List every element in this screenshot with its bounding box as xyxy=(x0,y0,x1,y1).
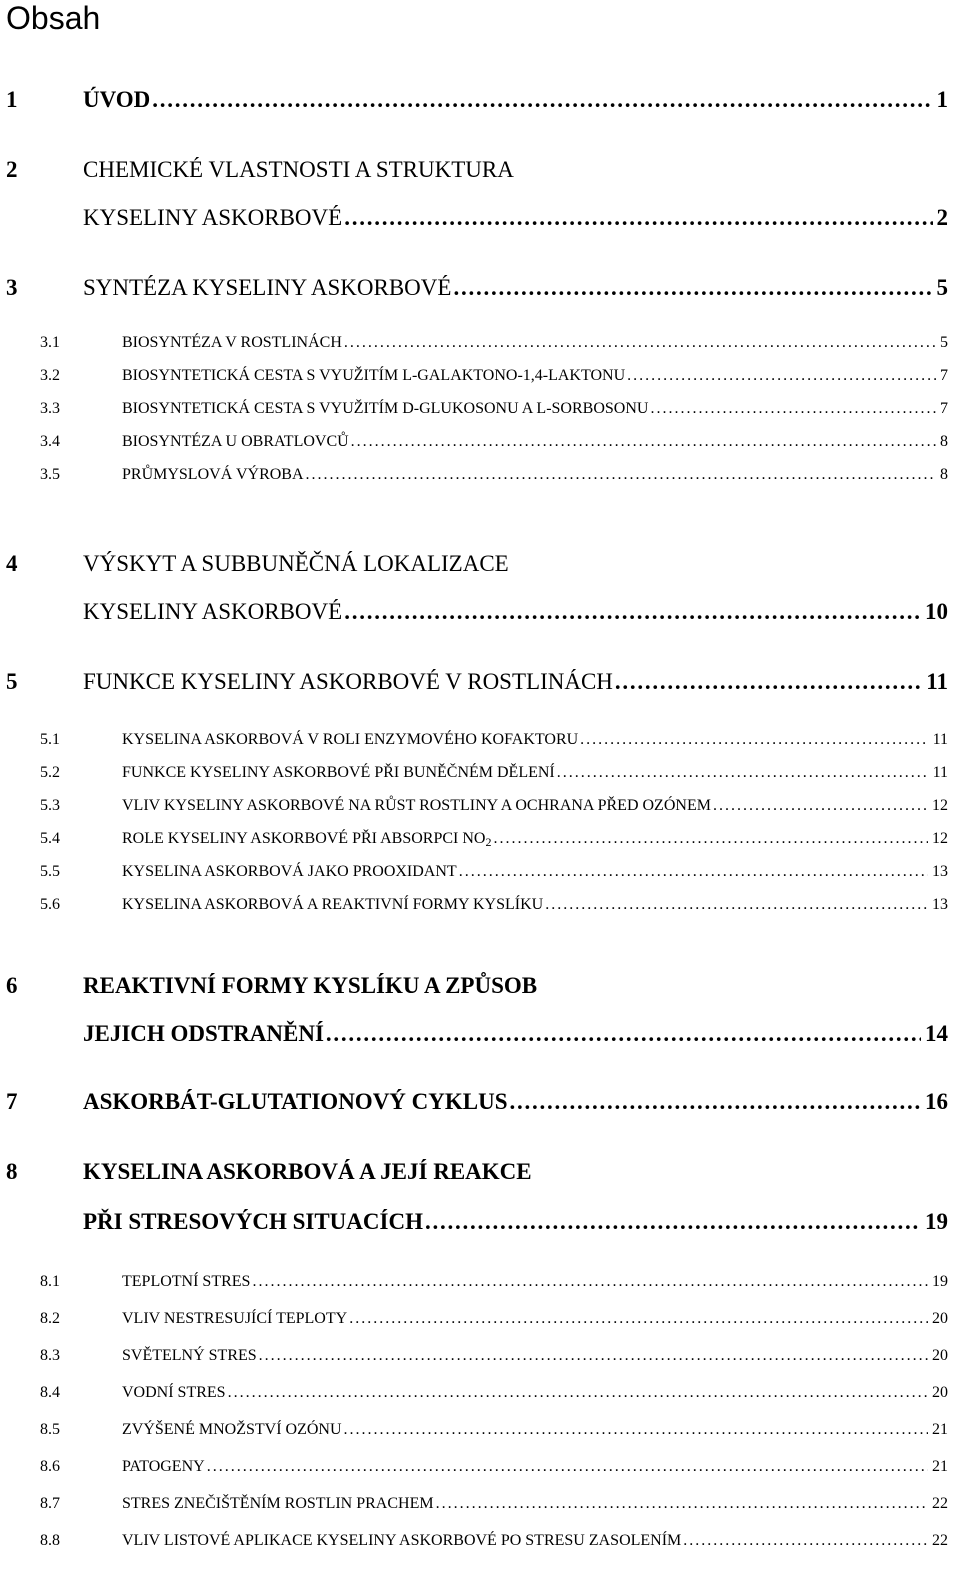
toc-title: VLIV NESTRESUJÍCÍ TEPLOTY xyxy=(122,1308,348,1330)
toc-leader-dots xyxy=(627,365,936,387)
toc-number: 5.5 xyxy=(40,863,60,880)
toc-title: SVĚTELNÝ STRES xyxy=(122,1345,258,1367)
toc-title: ZVÝŠENÉ MNOŽSTVÍ OZÓNU xyxy=(122,1419,343,1441)
toc-title: STRES ZNEČIŠTĚNÍM ROSTLIN PRACHEM xyxy=(122,1493,435,1515)
toc-page-number: 19 xyxy=(929,1271,948,1293)
toc-entry-5-3[interactable] xyxy=(0,795,960,825)
toc-title-continued: JEJICH ODSTRANĚNÍ xyxy=(83,1021,324,1046)
toc-page-number: 14 xyxy=(922,1020,948,1048)
toc-title: TEPLOTNÍ STRES xyxy=(122,1271,251,1293)
toc-page-number: 7 xyxy=(937,365,948,387)
toc-leader-dots xyxy=(252,1271,928,1293)
toc-title-continued: PŘI STRESOVÝCH SITUACÍCH xyxy=(83,1209,423,1234)
toc-entry-5[interactable] xyxy=(0,668,960,698)
toc-number: 5.4 xyxy=(40,830,60,847)
toc-page-number: 22 xyxy=(929,1493,948,1515)
toc-leader-dots xyxy=(344,204,932,232)
toc-leader-dots xyxy=(493,828,928,850)
toc-page-number: 12 xyxy=(929,795,948,817)
toc-entry-8-1[interactable] xyxy=(0,1271,960,1301)
toc-title: ASKORBÁT-GLUTATIONOVÝ CYKLUS xyxy=(83,1089,508,1114)
toc-leader-dots xyxy=(351,431,936,453)
toc-page-number: 21 xyxy=(929,1456,948,1478)
toc-leader-dots xyxy=(259,1345,928,1367)
toc-title-continued: KYSELINY ASKORBOVÉ xyxy=(83,599,343,624)
toc-page-number: 16 xyxy=(922,1088,948,1116)
toc-leader-dots xyxy=(228,1382,928,1404)
toc-entry-8-line1[interactable] xyxy=(0,1158,960,1188)
toc-number: 2 xyxy=(6,157,18,182)
toc-number: 5.1 xyxy=(40,731,60,748)
toc-title: REAKTIVNÍ FORMY KYSLÍKU A ZPŮSOB xyxy=(83,973,538,998)
toc-title: BIOSYNTÉZA V ROSTLINÁCH xyxy=(122,332,343,354)
toc-title-text: ROLE KYSELINY ASKORBOVÉ PŘI ABSORPCI NO xyxy=(122,830,486,847)
toc-number: 8.7 xyxy=(40,1495,60,1512)
toc-leader-dots xyxy=(683,1530,928,1552)
toc-entry-8-5[interactable] xyxy=(0,1419,960,1449)
toc-number: 3.5 xyxy=(40,466,60,483)
toc-leader-dots xyxy=(459,861,928,883)
toc-entry-5-4[interactable] xyxy=(0,828,960,858)
toc-page-number: 5 xyxy=(934,274,949,302)
toc-title: BIOSYNTETICKÁ CESTA S VYUŽITÍM L-GALAKTONO-1,4-LAKTONU xyxy=(122,365,626,387)
toc-leader-dots xyxy=(344,1419,928,1441)
page-title: Obsah xyxy=(6,0,101,36)
toc-page-number: 11 xyxy=(930,729,948,751)
toc-page-number: 2 xyxy=(934,204,949,232)
toc-title: PATOGENY xyxy=(122,1456,206,1478)
toc-entry-5-5[interactable] xyxy=(0,861,960,891)
toc-number: 3.1 xyxy=(40,334,60,351)
toc-page-number: 10 xyxy=(922,598,948,626)
toc-leader-dots xyxy=(344,598,921,626)
toc-page-number: 21 xyxy=(929,1419,948,1441)
toc-title: FUNKCE KYSELINY ASKORBOVÉ V ROSTLINÁCH xyxy=(83,669,613,694)
toc-title: KYSELINA ASKORBOVÁ A REAKTIVNÍ FORMY KYSLÍKU xyxy=(122,894,544,916)
toc-title: KYSELINA ASKORBOVÁ V ROLI ENZYMOVÉHO KOFAKTORU xyxy=(122,729,579,751)
toc-leader-dots xyxy=(615,668,922,696)
toc-number: 7 xyxy=(6,1089,18,1114)
toc-entry-3-3[interactable] xyxy=(0,398,960,428)
toc-page-number: 19 xyxy=(922,1208,948,1236)
toc-title: BIOSYNTETICKÁ CESTA S VYUŽITÍM D-GLUKOSONU A L-SORBOSONU xyxy=(122,398,649,420)
toc-leader-dots xyxy=(349,1308,928,1330)
toc-number: 5.2 xyxy=(40,764,60,781)
toc-page-number: 8 xyxy=(937,464,948,486)
toc-page-number: 7 xyxy=(937,398,948,420)
toc-number: 5 xyxy=(6,669,18,694)
toc-leader-dots xyxy=(650,398,936,420)
toc-leader-dots xyxy=(545,894,928,916)
toc-title: VÝSKYT A SUBBUNĚČNÁ LOKALIZACE xyxy=(83,551,509,576)
toc-page-number: 1 xyxy=(934,86,949,114)
toc-number: 3.3 xyxy=(40,400,60,417)
toc-number: 8.1 xyxy=(40,1273,60,1290)
toc-number: 5.6 xyxy=(40,896,60,913)
toc-entry-8-8[interactable] xyxy=(0,1530,960,1560)
toc-number: 8.5 xyxy=(40,1421,60,1438)
toc-title: KYSELINA ASKORBOVÁ JAKO PROOXIDANT xyxy=(122,861,458,883)
toc-page-number: 20 xyxy=(929,1382,948,1404)
toc-page-number: 13 xyxy=(929,894,948,916)
toc-number: 8.2 xyxy=(40,1310,60,1327)
toc-leader-dots xyxy=(344,332,936,354)
toc-entry-7[interactable] xyxy=(0,1088,960,1118)
toc-number: 8.8 xyxy=(40,1532,60,1549)
toc-entry-8-6[interactable] xyxy=(0,1456,960,1486)
toc-leader-dots xyxy=(453,274,932,302)
toc-entry-8-4[interactable] xyxy=(0,1382,960,1412)
toc-page-number: 11 xyxy=(923,668,948,696)
toc-entry-4-line2[interactable] xyxy=(0,598,960,628)
toc-entry-5-2[interactable] xyxy=(0,762,960,792)
toc-leader-dots xyxy=(510,1088,921,1116)
toc-entry-6-line1[interactable] xyxy=(0,972,960,1002)
toc-title: PRŮMYSLOVÁ VÝROBA xyxy=(122,464,305,486)
toc-entry-4-line1[interactable] xyxy=(0,550,960,580)
toc-page-number: 20 xyxy=(929,1345,948,1367)
toc-number: 3 xyxy=(6,275,18,300)
toc-number: 5.3 xyxy=(40,797,60,814)
toc-entry-8-2[interactable] xyxy=(0,1308,960,1338)
toc-number: 8.4 xyxy=(40,1384,60,1401)
toc-leader-dots xyxy=(580,729,928,751)
toc-number: 6 xyxy=(6,973,18,998)
toc-entry-2-line2[interactable] xyxy=(0,204,960,234)
toc-leader-dots xyxy=(207,1456,928,1478)
subscript: 2 xyxy=(485,835,492,849)
toc-page-number: 8 xyxy=(937,431,948,453)
toc-leader-dots xyxy=(326,1020,921,1048)
toc-number: 8.3 xyxy=(40,1347,60,1364)
toc-title: ÚVOD xyxy=(83,87,151,112)
toc-leader-dots xyxy=(306,464,936,486)
toc-number: 8.6 xyxy=(40,1458,60,1475)
toc-title: CHEMICKÉ VLASTNOSTI A STRUKTURA xyxy=(83,157,514,182)
toc-title: KYSELINA ASKORBOVÁ A JEJÍ REAKCE xyxy=(83,1159,532,1184)
toc-title: BIOSYNTÉZA U OBRATLOVCŮ xyxy=(122,431,350,453)
toc-entry-5-1[interactable] xyxy=(0,729,960,759)
toc-leader-dots xyxy=(436,1493,928,1515)
toc-entry-3[interactable] xyxy=(0,274,960,304)
toc-entry-6-line2[interactable] xyxy=(0,1020,960,1050)
toc-page-number: 5 xyxy=(937,332,948,354)
toc-title: VLIV KYSELINY ASKORBOVÉ NA RŮST ROSTLINY A OCHRANA PŘED OZÓNEM xyxy=(122,795,712,817)
toc-leader-dots xyxy=(425,1208,921,1236)
toc-page-number: 13 xyxy=(929,861,948,883)
toc-entry-2-line1[interactable] xyxy=(0,156,960,186)
toc-entry-5-6[interactable] xyxy=(0,894,960,924)
toc-entry-3-5[interactable] xyxy=(0,464,960,494)
toc-title-continued: KYSELINY ASKORBOVÉ xyxy=(83,205,343,230)
toc-title xyxy=(122,828,492,853)
toc-entry-3-2[interactable] xyxy=(0,365,960,395)
toc-entry-8-7[interactable] xyxy=(0,1493,960,1523)
toc-entry-8-3[interactable] xyxy=(0,1345,960,1375)
toc-leader-dots xyxy=(557,762,929,784)
toc-number: 4 xyxy=(6,551,18,576)
toc-entry-3-4[interactable] xyxy=(0,431,960,461)
toc-leader-dots xyxy=(713,795,928,817)
toc-page-number: 22 xyxy=(929,1530,948,1552)
toc-leader-dots xyxy=(152,86,932,114)
toc-number: 3.2 xyxy=(40,367,60,384)
toc-title: VODNÍ STRES xyxy=(122,1382,227,1404)
toc-title: SYNTÉZA KYSELINY ASKORBOVÉ xyxy=(83,275,452,300)
toc-entry-3-1[interactable] xyxy=(0,332,960,362)
toc-page-number: 20 xyxy=(929,1308,948,1330)
toc-number: 1 xyxy=(6,87,18,112)
toc-entry-1[interactable] xyxy=(0,86,960,116)
toc-title: FUNKCE KYSELINY ASKORBOVÉ PŘI BUNĚČNÉM DĚLENÍ xyxy=(122,762,556,784)
toc-page-number: 11 xyxy=(930,762,948,784)
toc-title: VLIV LISTOVÉ APLIKACE KYSELINY ASKORBOVÉ PO STRESU ZASOLENÍM xyxy=(122,1530,682,1552)
toc-number: 3.4 xyxy=(40,433,60,450)
toc-entry-8-line2[interactable] xyxy=(0,1208,960,1238)
toc-number: 8 xyxy=(6,1159,18,1184)
toc-page-number: 12 xyxy=(929,828,948,850)
